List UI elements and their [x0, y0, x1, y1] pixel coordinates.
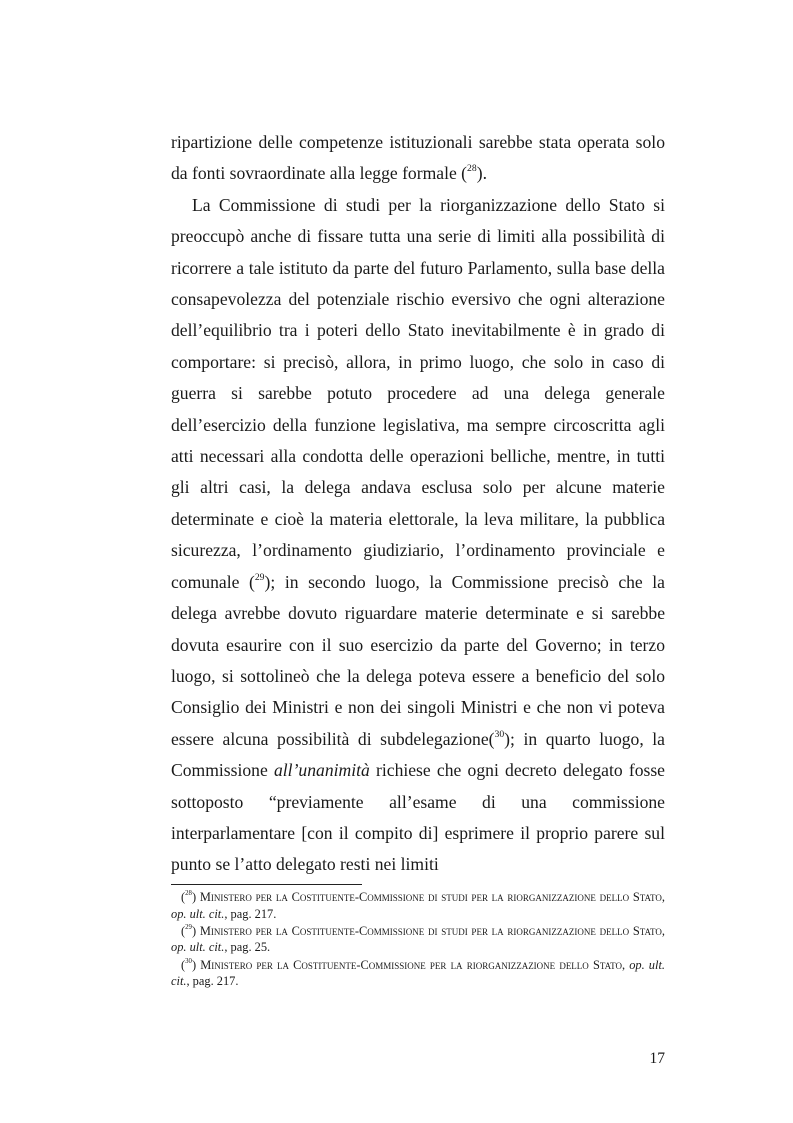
text-run: , pag. 217.	[186, 974, 239, 989]
text-run: ,	[621, 957, 630, 972]
italic-text: op. ult. cit.	[171, 940, 225, 955]
body-text	[171, 127, 665, 881]
page-number: 17	[649, 1050, 665, 1067]
text-run: ,	[661, 923, 665, 938]
footnote-ref-28: 28	[467, 163, 477, 175]
footnote-ref-29: 29	[254, 571, 265, 583]
author-small-caps: Ministero per la Costituente-Commissione di studi per la riorganizzazione dello Stato	[199, 890, 662, 904]
footnote-number: 28	[185, 890, 192, 898]
footnotes	[171, 889, 665, 990]
footnote-ref-30: 30	[494, 728, 505, 740]
text-run: richiese che ogni decreto delegato fosse sottoposto “previamente all’esame di una commissione interparlamentare [con il compito di] esprimere il proprio parere sul punto se l’atto delegato resti nei limiti	[171, 760, 665, 875]
text-run: (	[181, 957, 186, 972]
text-run: )	[191, 890, 200, 904]
footnote-28	[171, 889, 665, 922]
text-run: La Commissione di studi per la riorganizzazione dello Stato si preoccupò anche di fissare tutta una serie di limiti alla possibilità di ricorrere a tale istituto da parte del futuro Parlamento, sulla base della consapevolezza del potenziale rischio eversivo che ogni alterazione dell’equilibrio tra i poteri dello Stato inevitabilmente è in grado di comportare: si precisò, allora, in primo luogo, che solo in caso di guerra si sarebbe potuto procedere ad una delega generale dell’esercizio della funzione legislativa, ma sempre circoscritta agli atti necessari alla condotta delle operazioni belliche, mentre, in tutti gli altri casi, la delega andava esclusa solo per alcune materie determinate e cioè la materia elettorale, la leva militare, la pubblica sicurezza, l’ordinamento giudiziario, l’ordinamento provinciale e comunale (	[171, 194, 665, 592]
text-run: ripartizione delle competenze istituzionali sarebbe stata operata solo da fonti sovraordinate alla legge formale (	[171, 132, 665, 184]
footnote-separator	[171, 884, 362, 885]
text-run: ,	[661, 890, 665, 904]
italic-text: all’unanimità	[274, 760, 370, 781]
text-run: (	[181, 890, 186, 904]
text-run: , pag. 217.	[224, 906, 277, 921]
text-run: )	[191, 957, 201, 972]
paragraph	[171, 127, 665, 190]
text-run: (	[181, 923, 186, 938]
italic-text: op. ult. cit.	[171, 957, 665, 989]
footnote-number: 30	[185, 957, 192, 965]
text-run: )	[191, 923, 200, 938]
paragraph	[171, 190, 665, 881]
text-run: , pag. 25.	[224, 940, 271, 955]
text-run: ); in secondo luogo, la Commissione precisò che la delega avrebbe dovuto riguardare materie determinate e si sarebbe dovuta esaurire con il suo esercizio da parte del Governo; in terzo luogo, si sottolineò che la delega poteva essere a beneficio del solo Consiglio dei Ministri e non dei singoli Ministri e che non vi poteva essere alcuna possibilità di subdelegazione(	[171, 571, 665, 749]
footnote-number: 29	[185, 923, 192, 931]
text-run: ).	[476, 163, 487, 184]
text-run: ); in quarto luogo, la Commissione	[171, 728, 665, 781]
italic-text: op. ult. cit.	[171, 906, 225, 921]
footnote-30	[171, 957, 665, 990]
footnote-29	[171, 923, 665, 956]
author-small-caps: Ministero per la Costituente-Commissione di studi per la riorganizzazione dello Stato	[199, 923, 662, 938]
author-small-caps: Ministero per la Costituente-Commissione per la riorganizzazione dello Stato	[200, 957, 622, 972]
